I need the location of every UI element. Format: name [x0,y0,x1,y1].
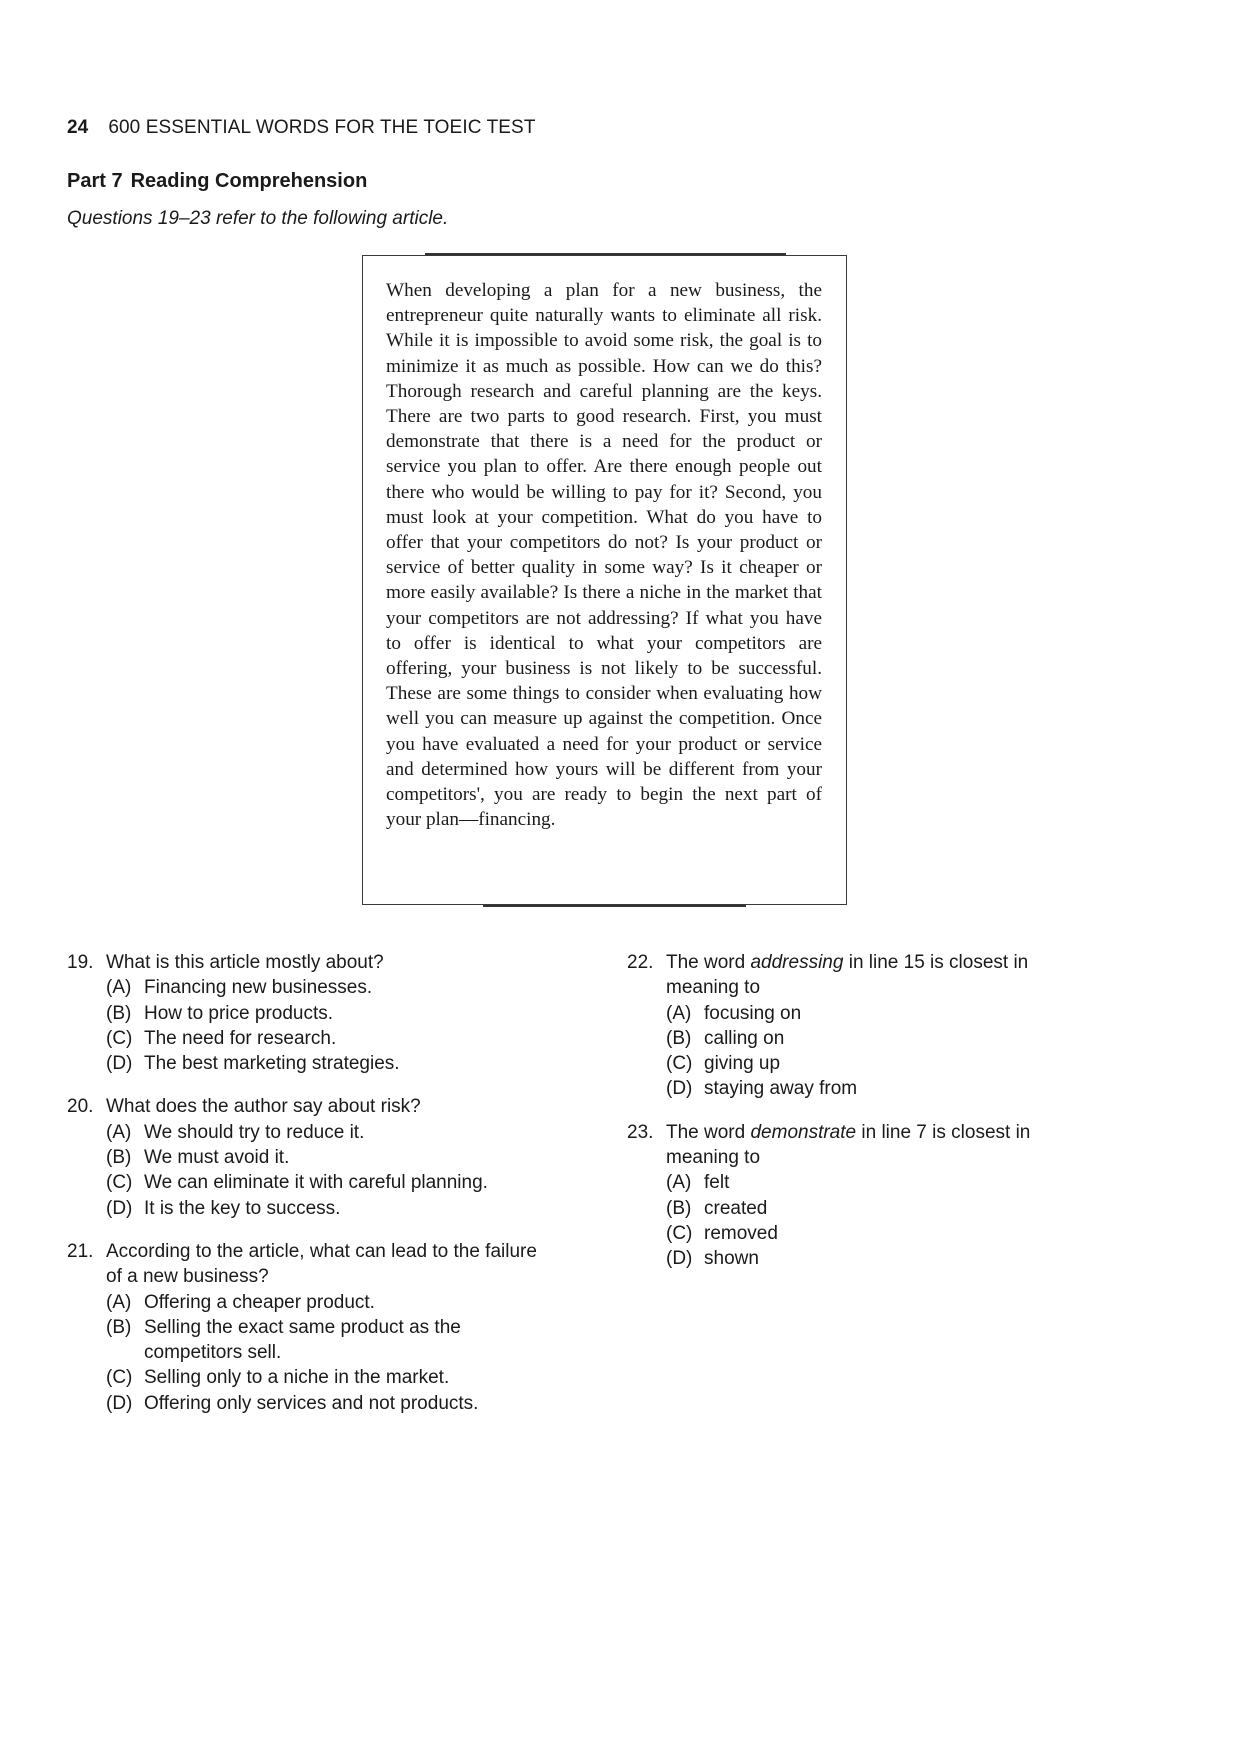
answer-choice[interactable] [106,975,587,1000]
answer-choice[interactable] [106,1315,484,1366]
questions-left-column [67,950,587,1434]
answer-choice[interactable] [666,1221,1097,1246]
choice-letter: (B) [106,1316,132,1338]
choice-text: We can eliminate it with careful planning. [144,1172,488,1194]
question-stem [666,1120,1086,1171]
answer-choice[interactable] [666,1076,1097,1101]
answer-choice[interactable] [666,1001,1097,1026]
stem-keyword: addressing [750,952,844,973]
choice-text: We should try to reduce it. [144,1121,365,1143]
question-number: 23. [627,1121,654,1143]
question-stem: What does the author say about risk? [106,1096,421,1118]
choice-letter: (C) [666,1222,693,1244]
choice-letter: (B) [106,1147,132,1169]
choice-text: Offering a cheaper product. [144,1291,375,1313]
choice-letter: (D) [106,1197,133,1219]
choice-list [666,1170,1097,1271]
choice-text: The best marketing strategies. [144,1053,400,1075]
choice-text: The need for research. [144,1027,337,1049]
choice-text: focusing on [704,1002,802,1024]
choice-text: We must avoid it. [144,1147,290,1169]
choice-list [106,1290,587,1416]
choice-text: created [704,1197,768,1219]
choice-text: felt [704,1172,730,1194]
question-stem: What is this article mostly about? [106,952,384,973]
choice-text: shown [704,1248,759,1270]
choice-text: giving up [704,1053,781,1075]
answer-choice[interactable] [106,1170,587,1195]
choice-list [106,975,587,1076]
book-title: 600 ESSENTIAL WORDS FOR THE TOEIC TEST [108,117,536,138]
choice-letter: (C) [106,1172,133,1194]
answer-choice[interactable] [106,1026,587,1051]
choice-letter: (A) [106,1291,132,1313]
answer-choice[interactable] [666,1026,1097,1051]
section-heading [67,170,367,193]
answer-choice[interactable] [666,1170,1097,1195]
choice-list [106,1120,587,1221]
question-20 [67,1094,587,1220]
article-text: When developing a plan for a new business, the entrepreneur quite naturally wants to eliminate all risk. While it is impossible to avoid some risk, the goal is to minimize it as much as possible. How can we do this? Thorough research and careful planning are the keys. There are two parts to good research. First, you must demonstrate that there is a need for the product or service you plan to offer. Are there enough people out there who would be willing to pay for it? Second, you must look at your competition. What do you have to offer that your competitors do not? Is your product or service of better quality in some way? Is it cheaper or more easily available? Is there a niche in the market that your competitors are not addressing? If what you have to offer is identical to what your competitors are offering, your business is not likely to be successful. These are some things to consider when evaluating how well you can measure up against the competition. Once you have evaluated a need for your product or service and determined how yours will be different from your competitors', you are ready to begin the next part of your plan—financing. [386,280,822,831]
stem-keyword: demonstrate [750,1121,857,1143]
question-number: 22. [627,952,654,973]
choice-letter: (C) [106,1367,133,1389]
choice-letter: (A) [106,1121,132,1143]
choice-letter: (D) [666,1078,693,1100]
part-label: Part 7 [67,170,123,192]
choice-letter: (B) [666,1027,692,1049]
article-box [362,255,847,905]
answer-choice[interactable] [106,1391,587,1416]
stem-text: in line 7 is closest in meaning to [666,1121,1031,1169]
question-number: 19. [67,952,94,973]
page-number: 24 [67,117,89,138]
part-title: Reading Comprehension [130,170,368,192]
instructions: Questions 19–23 refer to the following article. [67,208,449,229]
question-stem [666,950,1086,1001]
choice-letter: (B) [666,1197,692,1219]
question-19 [67,950,587,1076]
question-number: 21. [67,1240,94,1262]
answer-choice[interactable] [106,1145,587,1170]
choice-text: Selling the exact same product as the competitors sell. [144,1316,461,1364]
stem-text: in line 15 is closest in meaning to [666,952,1029,999]
choice-letter: (D) [106,1392,133,1414]
page-header [67,117,536,139]
answer-choice[interactable] [106,1001,587,1026]
choice-text: Offering only services and not products. [144,1392,479,1414]
answer-choice[interactable] [666,1051,1097,1076]
answer-choice[interactable] [106,1051,587,1076]
choice-letter: (D) [666,1248,693,1270]
answer-choice[interactable] [106,1196,587,1221]
choice-text: Selling only to a niche in the market. [144,1367,450,1389]
answer-choice[interactable] [106,1365,587,1390]
choice-letter: (A) [666,1172,692,1194]
choice-letter: (C) [666,1053,693,1075]
stem-text: The word [666,1121,751,1143]
choice-letter: (D) [106,1053,133,1075]
choice-letter: (A) [666,1002,692,1024]
choice-text: How to price products. [144,1002,334,1024]
answer-choice[interactable] [106,1290,587,1315]
answer-choice[interactable] [666,1246,1097,1271]
question-23 [627,1120,1097,1272]
answer-choice[interactable] [106,1120,587,1145]
choice-letter: (C) [106,1027,133,1049]
question-stem: According to the article, what can lead to the failure of a new business? [106,1240,537,1288]
choice-letter: (A) [106,977,132,999]
question-number: 20. [67,1096,94,1118]
choice-text: staying away from [704,1078,858,1100]
choice-text: calling on [704,1027,785,1049]
question-21 [67,1239,587,1416]
questions-right-column [627,950,1097,1290]
choice-letter: (B) [106,1002,132,1024]
answer-choice[interactable] [666,1196,1097,1221]
choice-list [666,1001,1097,1102]
choice-text: removed [704,1222,778,1244]
choice-text: Financing new businesses. [144,977,373,999]
question-22 [627,950,1097,1102]
stem-text: The word [666,952,751,973]
choice-text: It is the key to success. [144,1197,341,1219]
